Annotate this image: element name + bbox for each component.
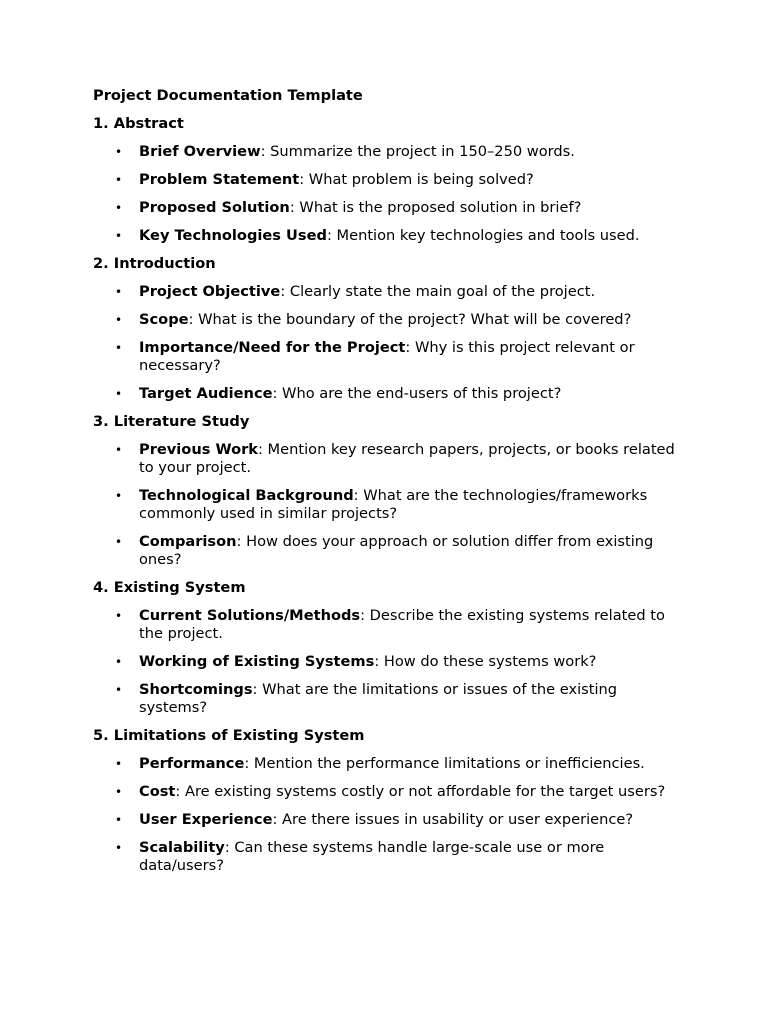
bullet-icon: • [115, 387, 123, 401]
item-term: Performance [139, 755, 245, 772]
item-text: : Why is this project relevant or necessary? [139, 339, 635, 374]
list-item [93, 681, 679, 717]
list-item [93, 311, 679, 329]
item-text: : Clearly state the main goal of the project. [280, 283, 596, 300]
section-literature-study [93, 413, 768, 569]
section-heading: 3. Literature Study [93, 413, 250, 430]
list-item [93, 811, 679, 829]
item-text: : What are the limitations or issues of the existing systems? [139, 681, 618, 716]
item-text: : Summarize the project in 150–250 words. [260, 143, 575, 160]
item-text: : What are the technologies/frameworks commonly used in similar projects? [139, 487, 648, 522]
bullet-icon: • [115, 785, 123, 799]
list-item [93, 171, 679, 189]
list-item [93, 607, 679, 643]
list-item [93, 199, 679, 217]
item-text: : What is the boundary of the project? What will be covered? [188, 311, 632, 328]
section-introduction [93, 255, 768, 403]
item-term: Current Solutions/Methods [139, 607, 361, 624]
bullet-icon: • [115, 813, 123, 827]
item-term: Scalability [139, 839, 225, 856]
item-text: : Mention key technologies and tools used. [326, 227, 640, 244]
item-term: Cost [139, 783, 176, 800]
section-heading: 4. Existing System [93, 579, 246, 596]
item-term: User Experience [139, 811, 273, 828]
item-term: Technological Background [139, 487, 354, 504]
bullet-icon: • [115, 535, 123, 549]
item-text: : Mention key research papers, projects, or books related to your project. [139, 441, 675, 476]
item-term: Working of Existing Systems [139, 653, 375, 670]
bullet-icon: • [115, 683, 123, 697]
bullet-icon: • [115, 655, 123, 669]
section-abstract [93, 115, 768, 245]
section-heading: 2. Introduction [93, 255, 216, 272]
bullet-icon: • [115, 145, 123, 159]
section-existing-system [93, 579, 768, 717]
item-text: : Mention the performance limitations or inefficiencies. [244, 755, 645, 772]
bullet-icon: • [115, 841, 123, 855]
section-limitations [93, 727, 768, 875]
item-term: Problem Statement [139, 171, 300, 188]
item-term: Importance/Need for the Project [139, 339, 406, 356]
list-item [93, 283, 679, 301]
item-term: Key Technologies Used [139, 227, 327, 244]
bullet-icon: • [115, 341, 123, 355]
item-term: Scope [139, 311, 189, 328]
list-item [93, 227, 679, 245]
item-term: Shortcomings [139, 681, 253, 698]
list-item [93, 839, 679, 875]
item-term: Target Audience [139, 385, 273, 402]
item-term: Previous Work [139, 441, 258, 458]
item-text: : Who are the end-users of this project? [272, 385, 562, 402]
item-text: : Describe the existing systems related to the project. [139, 607, 665, 642]
item-text: : How do these systems work? [374, 653, 597, 670]
bullet-list [93, 143, 768, 245]
item-term: Comparison [139, 533, 237, 550]
bullet-icon: • [115, 757, 123, 771]
list-item [93, 755, 679, 773]
document-title: Project Documentation Template [93, 87, 363, 104]
bullet-icon: • [115, 489, 123, 503]
bullet-icon: • [115, 313, 123, 327]
list-item [93, 783, 679, 801]
bullet-list [93, 755, 768, 875]
item-text: : How does your approach or solution differ from existing ones? [139, 533, 654, 568]
list-item [93, 385, 679, 403]
item-term: Proposed Solution [139, 199, 290, 216]
item-text: : What problem is being solved? [299, 171, 534, 188]
list-item [93, 143, 679, 161]
bullet-list [93, 607, 768, 717]
item-text: : Can these systems handle large-scale use or more data/users? [139, 839, 605, 874]
list-item [93, 653, 679, 671]
bullet-icon: • [115, 609, 123, 623]
item-term: Project Objective [139, 283, 281, 300]
section-heading: 5. Limitations of Existing System [93, 727, 365, 744]
section-heading: 1. Abstract [93, 115, 184, 132]
item-text: : Are there issues in usability or user experience? [272, 811, 634, 828]
bullet-list [93, 441, 768, 569]
bullet-list [93, 283, 768, 403]
list-item [93, 441, 679, 477]
bullet-icon: • [115, 285, 123, 299]
bullet-icon: • [115, 229, 123, 243]
list-item [93, 533, 679, 569]
bullet-icon: • [115, 443, 123, 457]
bullet-icon: • [115, 201, 123, 215]
item-text: : Are existing systems costly or not affordable for the target users? [175, 783, 666, 800]
item-term: Brief Overview [139, 143, 261, 160]
list-item [93, 487, 679, 523]
item-text: : What is the proposed solution in brief? [289, 199, 582, 216]
list-item [93, 339, 679, 375]
bullet-icon: • [115, 173, 123, 187]
